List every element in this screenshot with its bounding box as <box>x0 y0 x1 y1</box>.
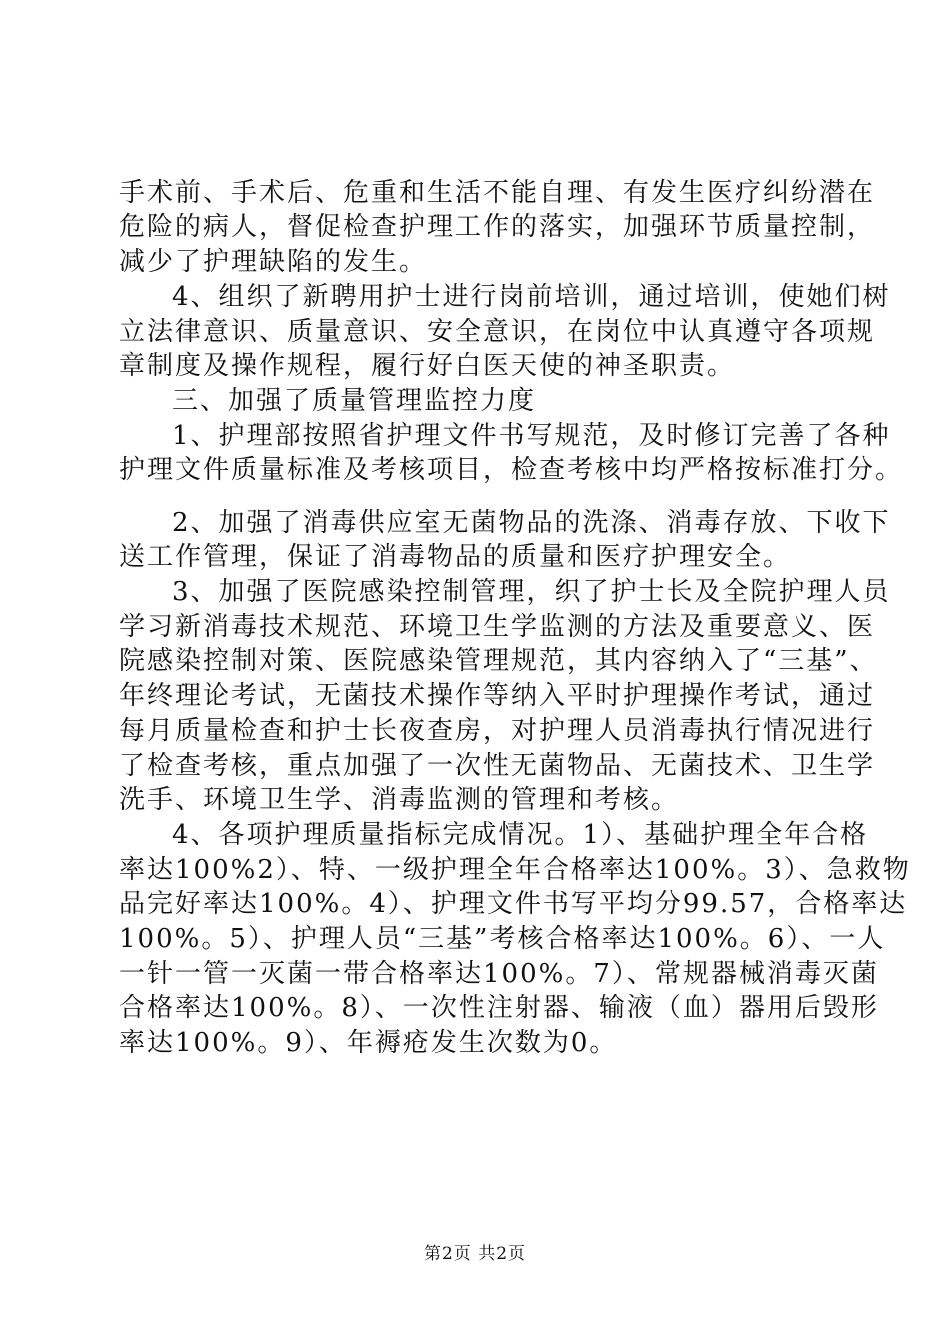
body-text-line: 立法律意识、质量意识、安全意识，在岗位中认真遵守各项规 <box>119 317 876 347</box>
body-text-line: 4、组织了新聘用护士进行岗前培训，通过培训，使她们树 <box>172 282 891 312</box>
body-text-line: 章制度及操作规程，履行好白医天使的神圣职责。 <box>119 351 736 381</box>
body-text-line: 洗手、环境卫生学、消毒监测的管理和考核。 <box>119 785 680 815</box>
body-text-line: 每月质量检查和护士长夜查房，对护理人员消毒执行情况进行 <box>119 716 876 746</box>
body-text-line: 品完好率达100%。4）、护理文件书写平均分99.57，合格率达 <box>119 889 908 919</box>
section-heading: 三、加强了质量管理监控力度 <box>172 386 537 416</box>
body-text-line: 100%。5）、护理人员“三基”考核合格率达100%。6）、一人 <box>119 924 886 954</box>
body-text-line: 送工作管理，保证了消毒物品的质量和医疗护理安全。 <box>119 542 792 572</box>
body-text-line: 手术前、手术后、危重和生活不能自理、有发生医疗纠纷潜在 <box>119 178 876 208</box>
page-number-footer: 第2页 共2页 <box>423 1244 527 1264</box>
body-text-line: 护理文件质量标准及考核项目，检查考核中均严格按标准打分。 <box>119 455 904 485</box>
body-text-line: 合格率达100%。8）、一次性注射器、输液（血）器用后毁形 <box>119 993 879 1023</box>
body-text-line: 一针一管一灭菌一带合格率达100%。7）、常规器械消毒灭菌 <box>119 959 879 989</box>
body-text-line: 4、各项护理质量指标完成情况。1）、基础护理全年合格 <box>172 820 869 850</box>
body-text-line: 率达100%。9）、年褥疮发生次数为0。 <box>119 1028 618 1058</box>
body-text-line: 2、加强了消毒供应室无菌物品的洗涤、消毒存放、下收下 <box>172 508 891 538</box>
body-text-line: 院感染控制对策、医院感染管理规范，其内容纳入了“三基”、 <box>119 646 878 676</box>
body-text-line: 减少了护理缺陷的发生。 <box>119 247 428 277</box>
body-text-line: 危险的病人，督促检查护理工作的落实，加强环节质量控制， <box>119 212 876 242</box>
body-text-line: 3、加强了医院感染控制管理，织了护士长及全院护理人员 <box>172 577 891 607</box>
body-text-line: 学习新消毒技术规范、环境卫生学监测的方法及重要意义、医 <box>119 612 876 642</box>
body-text-line: 1、护理部按照省护理文件书写规范，及时修订完善了各种 <box>172 421 891 451</box>
body-text-line: 年终理论考试，无菌技术操作等纳入平时护理操作考试，通过 <box>119 681 876 711</box>
body-text-line: 率达100%2）、特、一级护理全年合格率达100%。3）、急救物 <box>119 855 911 885</box>
body-text-line: 了检查考核，重点加强了一次性无菌物品、无菌技术、卫生学 <box>119 751 876 781</box>
